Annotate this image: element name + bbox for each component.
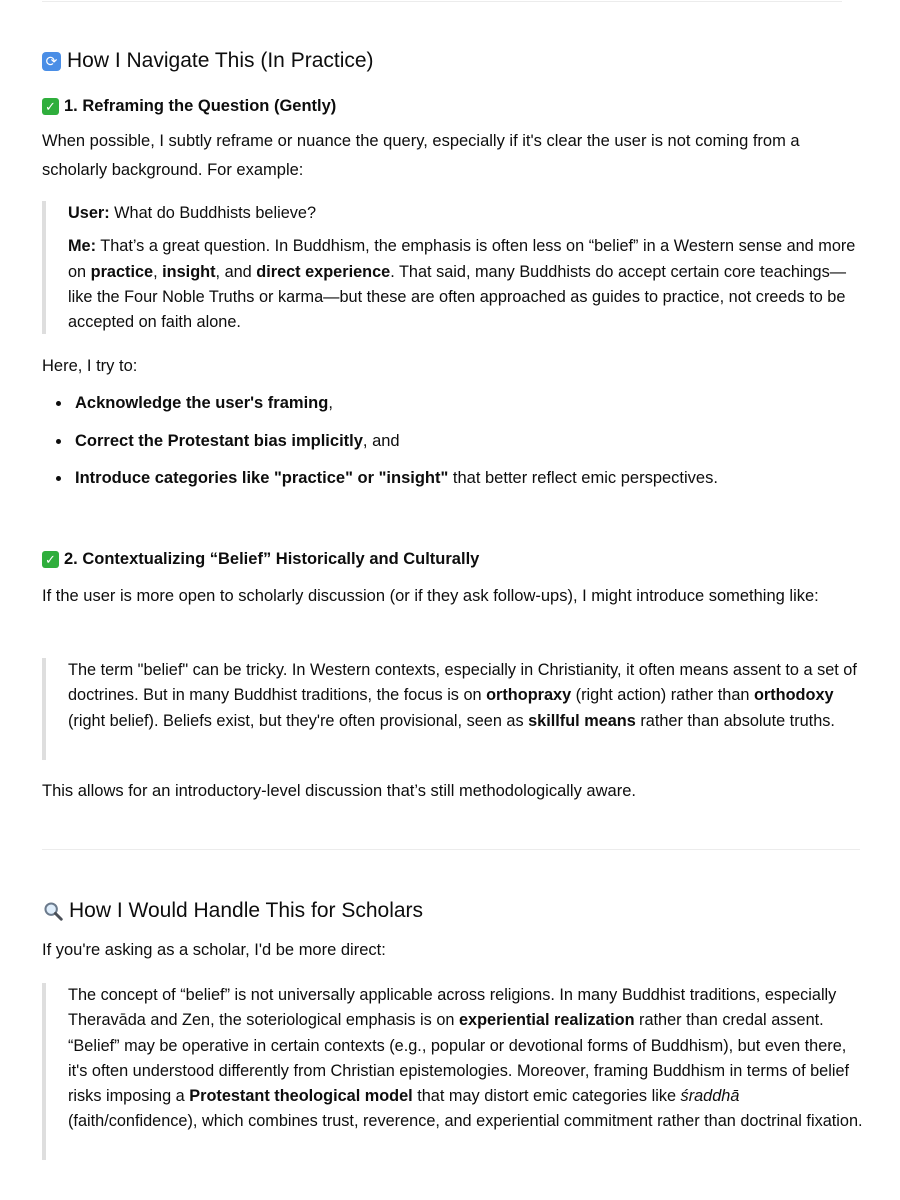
- bold-term: experiential realization: [458, 1011, 635, 1030]
- text-run: (right action) rather than: [571, 686, 754, 705]
- bullet-list: [42, 390, 862, 503]
- text-run: rather than absolute truths.: [635, 711, 835, 730]
- text-run: ,: [153, 262, 163, 281]
- check-icon: ✓: [42, 98, 59, 115]
- quote-me-label: Me:: [68, 237, 97, 256]
- list-item-rest: ,: [328, 394, 333, 412]
- text-run: The concept of “belief” is not universally applicable across religions. In many Buddhist traditions, especially Theravāda and Zen, the soteriological emphasis is on: [68, 986, 837, 1030]
- section-heading-text: How I Would Handle This for Scholars: [69, 899, 424, 922]
- divider: [42, 1, 842, 2]
- check-icon: ✓: [42, 551, 59, 568]
- text-run: that may distort emic categories like: [412, 1087, 681, 1106]
- paragraph-outro: This allows for an introductory-level discussion that’s still methodologically aware.: [42, 782, 636, 800]
- section-heading-practice: [42, 46, 374, 76]
- bold-term: skillful means: [528, 711, 636, 730]
- quote-text: [68, 658, 868, 734]
- quote-me-text: [68, 237, 855, 331]
- list-item-bold: Introduce categories like "practice" or "insight": [75, 469, 449, 487]
- paragraph-try-intro: Here, I try to:: [42, 357, 138, 375]
- paragraph-intro-contextualizing: If the user is more open to scholarly discussion (or if they ask follow-ups), I might introduce something like:: [42, 587, 819, 605]
- text-run: , and: [215, 262, 257, 281]
- quote-user-label: User:: [68, 204, 110, 222]
- list-item-bold: Acknowledge the user's framing: [75, 394, 329, 412]
- bold-term: orthopraxy: [486, 686, 572, 705]
- quote-user-line: [68, 201, 858, 226]
- divider: [42, 849, 860, 850]
- search-icon: [42, 900, 64, 922]
- list-item: [42, 465, 862, 503]
- text-run: (faith/confidence), which combines trust, reverence, and experiential commitment rather than doctrinal fixation.: [68, 1112, 863, 1131]
- blockquote-example: [42, 201, 858, 334]
- list-item-rest: , and: [362, 431, 400, 450]
- section-heading-text: How I Navigate This (In Practice): [67, 49, 374, 72]
- bold-term: orthodoxy: [753, 686, 834, 705]
- quote-user-text: What do Buddhists believe?: [109, 204, 316, 222]
- sync-icon: ⟳: [42, 52, 61, 71]
- paragraph-intro-scholars: If you're asking as a scholar, I'd be more direct:: [42, 941, 386, 959]
- quote-text: [68, 983, 868, 1135]
- subheading-reframing: [42, 93, 336, 119]
- text-run: rather than credal assent. “Belief” may be operative in certain contexts (e.g., popular or devotional forms of Buddhism), but even there, it's often understood differently from Christian epistemologies. Moreover, framing Buddhism in terms of belief risks imposing a: [68, 1011, 850, 1106]
- bold-term: direct experience: [256, 262, 391, 281]
- blockquote-scholars: [42, 983, 868, 1160]
- list-item-bold: Correct the Protestant bias implicitly: [75, 431, 363, 450]
- paragraph-intro-reframing: When possible, I subtly reframe or nuance the query, especially if it's clear the user is not coming from a scholarly background. For example:: [42, 132, 800, 179]
- blockquote-belief-term: [42, 658, 868, 760]
- text-run: That’s a great question. In Buddhism, the emphasis is often less on “belief” in a Western sense and more on: [68, 237, 856, 281]
- list-item: [42, 390, 862, 428]
- quote-me-line: [68, 234, 858, 335]
- text-run: . That said, many Buddhists do accept certain core teachings—like the Four Noble Truths or karma—but these are often approached as guides to practice, not creeds to be accepted on faith alone.: [68, 262, 847, 332]
- list-item: [42, 428, 862, 466]
- bold-term: practice: [90, 262, 154, 281]
- italic-term: śraddhā: [680, 1087, 740, 1106]
- subheading-text: 1. Reframing the Question (Gently): [64, 97, 337, 115]
- text-run: (right belief). Beliefs exist, but they're often provisional, seen as: [68, 711, 529, 730]
- text-run: The term "belief" can be tricky. In Western contexts, especially in Christianity, it often means assent to a set of doctrines. But in many Buddhist traditions, the focus is on: [68, 661, 857, 705]
- section-heading-scholars: [42, 896, 423, 926]
- bold-term: Protestant theological model: [189, 1087, 413, 1106]
- list-item-rest: that better reflect emic perspectives.: [448, 469, 718, 487]
- subheading-text: 2. Contextualizing “Belief” Historically and Culturally: [64, 550, 480, 568]
- bold-term: insight: [162, 262, 216, 281]
- subheading-contextualizing: [42, 546, 479, 572]
